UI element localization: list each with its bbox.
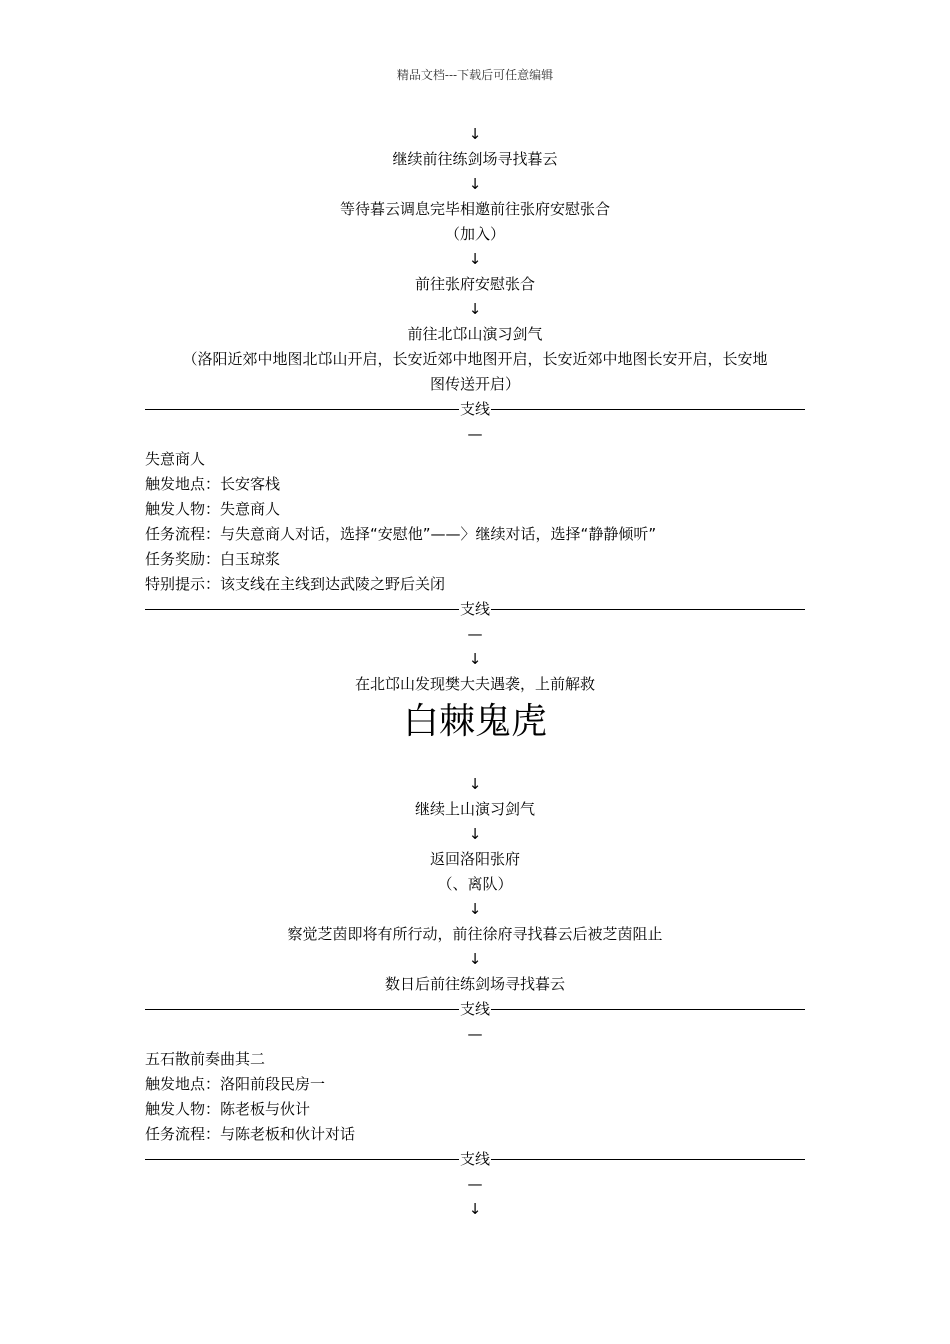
flow-arrow: ↓ — [468, 175, 482, 193]
side-quest-person: 触发人物：失意商人 — [145, 500, 281, 518]
side-quest-place: 触发地点：洛阳前段民房一 — [145, 1075, 326, 1093]
main-step: 前往张府安慰张合 — [414, 275, 535, 293]
main-step: 等待暮云调息完毕相邀前往张府安慰张合 — [339, 200, 610, 218]
divider-dash: — — [467, 625, 483, 643]
flow-arrow: ↓ — [468, 650, 482, 668]
main-step-note: 图传送开启） — [429, 375, 520, 393]
divider-dash: — — [467, 1025, 483, 1043]
side-quest-divider — [145, 397, 805, 422]
flow-arrow: ↓ — [468, 125, 482, 143]
flow-arrow: ↓ — [468, 300, 482, 318]
main-step: 数日后前往练剑场寻找暮云 — [384, 975, 565, 993]
main-step: 继续上山演习剑气 — [414, 800, 535, 818]
main-step-note: （洛阳近郊中地图北邙山开启，长安近郊中地图开启，长安近郊中地图长安开启，长安地 — [182, 350, 768, 368]
flow-arrow: ↓ — [468, 825, 482, 843]
divider-label: 支线 — [460, 1000, 491, 1018]
side-quest-flow: 任务流程：与陈老板和伙计对话 — [145, 1125, 356, 1143]
divider-rule-right — [491, 1159, 805, 1160]
side-quest-reward: 任务奖励：白玉琼浆 — [145, 550, 281, 568]
divider-label: 支线 — [460, 1150, 491, 1168]
divider-label: 支线 — [460, 600, 491, 618]
divider-rule-right — [491, 409, 805, 410]
divider-rule-left — [145, 409, 459, 410]
page-header: 精品文档---下载后可任意编辑 — [396, 68, 554, 82]
main-step-note: （加入） — [444, 225, 505, 243]
side-quest-flow: 任务流程：与失意商人对话，选择“安慰他”——〉继续对话，选择“静静倾听” — [145, 525, 657, 543]
flow-arrow: ↓ — [468, 950, 482, 968]
main-step: 在北邙山发现樊大夫遇袭，上前解救 — [354, 675, 595, 693]
flow-arrow: ↓ — [468, 900, 482, 918]
boss-name: 白棘鬼虎 — [402, 701, 547, 742]
divider-dash: — — [467, 1175, 483, 1193]
side-quest-divider — [145, 997, 805, 1022]
divider-dash: — — [467, 425, 483, 443]
flow-arrow: ↓ — [468, 775, 482, 793]
side-quest-title: 五石散前奏曲其二 — [145, 1050, 266, 1068]
divider-rule-right — [491, 1009, 805, 1010]
main-step: 前往北邙山演习剑气 — [407, 325, 543, 343]
document-body — [145, 122, 805, 1222]
side-quest-person: 触发人物：陈老板与伙计 — [145, 1100, 311, 1118]
side-quest-place: 触发地点：长安客栈 — [145, 475, 281, 493]
main-step: 继续前往练剑场寻找暮云 — [392, 150, 558, 168]
main-step-note: （、离队） — [437, 875, 513, 893]
main-step: 返回洛阳张府 — [429, 850, 520, 868]
divider-rule-left — [145, 1159, 459, 1160]
main-step: 察觉芝茵即将有所行动，前往徐府寻找暮云后被芝茵阻止 — [287, 925, 663, 943]
side-quest-note: 特别提示：该支线在主线到达武陵之野后关闭 — [145, 575, 446, 593]
flow-arrow: ↓ — [468, 1200, 482, 1218]
divider-rule-left — [145, 1009, 459, 1010]
flow-arrow: ↓ — [468, 250, 482, 268]
side-quest-divider — [145, 1147, 805, 1172]
side-quest-divider — [145, 597, 805, 622]
divider-rule-left — [145, 609, 459, 610]
divider-rule-right — [491, 609, 805, 610]
side-quest-title: 失意商人 — [145, 450, 206, 468]
divider-label: 支线 — [460, 400, 491, 418]
